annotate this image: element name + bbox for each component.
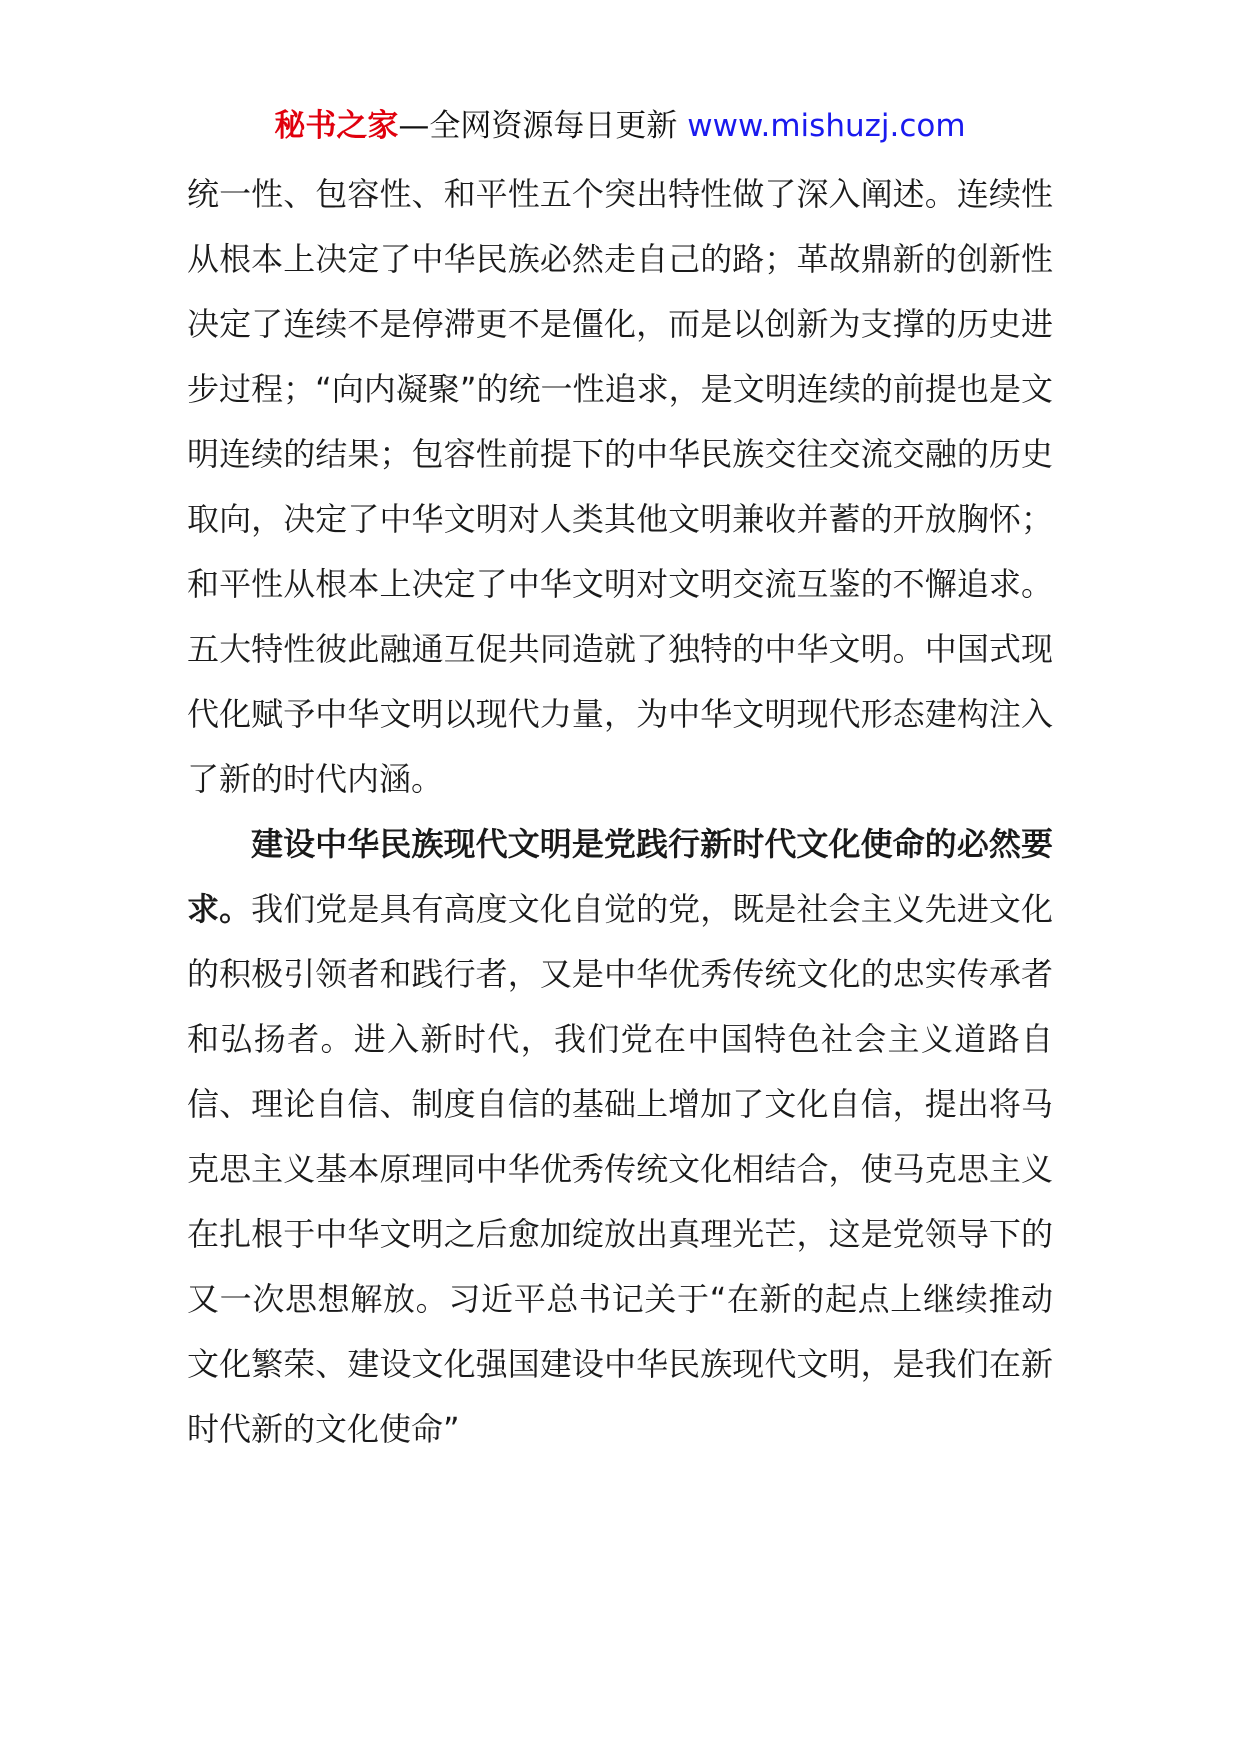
document-body xyxy=(187,162,1053,1462)
brand-name: 秘书之家 xyxy=(274,108,399,144)
header-tagline: —全网资源每日更新 xyxy=(398,108,678,144)
paragraph-text: 统一性、包容性、和平性五个突出特性做了深入阐述。连续性从根本上决定了中华民族必然走自己的路；革故鼎新的创新性决定了连续不是停滞更不是僵化，而是以创新为支撑的历史进步过程；“向内凝聚”的统一性追求，是文明连续的前提也是文明连续的结果；包容性前提下的中华民族交往交流交融的历史取向，决定了中华文明对人类其他文明兼收并蓄的开放胸怀；和平性从根本上决定了中华文明对文明交流互鉴的不懈追求。五大特性彼此融通互促共同造就了独特的中华文明。中国式现代化赋予中华文明以现代力量，为中华文明现代形态建构注入了新的时代内涵。 xyxy=(187,175,1053,798)
paragraph-lead-sentence: 建设中华民族现代文明是党践行新时代文化使命的必然要求。 xyxy=(187,825,1053,928)
page-header xyxy=(0,104,1240,148)
website-link[interactable]: www.mishuzj.com xyxy=(687,108,966,144)
paragraph-continued xyxy=(187,162,1053,812)
paragraph-modern-civilization xyxy=(187,812,1053,1462)
paragraph-text: 我们党是具有高度文化自觉的党，既是社会主义先进文化的积极引领者和践行者，又是中华优秀传统文化的忠实传承者和弘扬者。进入新时代，我们党在中国特色社会主义道路自信、理论自信、制度自信的基础上增加了文化自信，提出将马克思主义基本原理同中华优秀传统文化相结合，使马克思主义在扎根于中华文明之后愈加绽放出真理光芒，这是党领导下的又一次思想解放。习近平总书记关于“在新的起点上继续推动文化繁荣、建设文化强国建设中华民族现代文明，是我们在新时代新的文化使命” xyxy=(187,890,1053,1448)
